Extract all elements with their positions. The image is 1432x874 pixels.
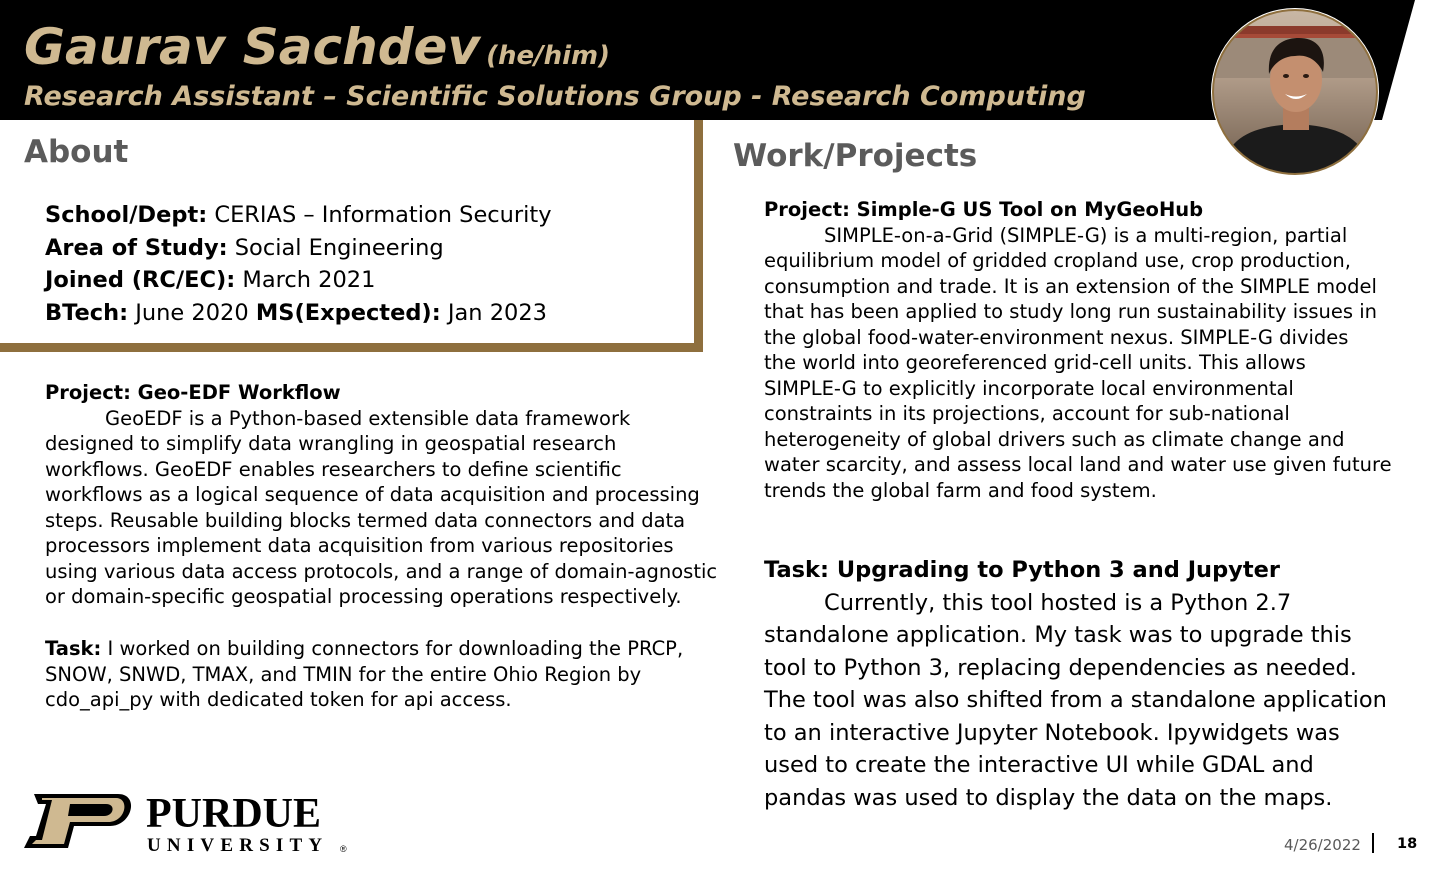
logo-registered-mark: ® bbox=[340, 844, 347, 854]
simple-g-title: Project: Simple-G US Tool on MyGeoHub bbox=[764, 198, 1204, 221]
slide-date: 4/26/2022 bbox=[1284, 836, 1361, 854]
about-value: June 2020 bbox=[128, 299, 256, 326]
simple-g-section bbox=[764, 197, 1404, 503]
simple-g-line: SIMPLE-on-a-Grid (SIMPLE-G) is a multi-region, partial bbox=[824, 223, 1348, 247]
simple-g-line: heterogeneity of global drivers such as climate change and bbox=[764, 427, 1345, 451]
work-projects-heading: Work/Projects bbox=[733, 138, 978, 174]
geo-edf-line: designed to simplify data wrangling in geospatial research bbox=[45, 432, 617, 455]
pronouns: (he/him) bbox=[486, 41, 610, 71]
python-task-line: Currently, this tool hosted is a Python 2.7 bbox=[824, 589, 1292, 616]
python-task-line: tool to Python 3, replacing dependencies as needed. bbox=[764, 654, 1357, 681]
simple-g-line: that has been applied to study long run sustainability issues in bbox=[764, 300, 1378, 323]
profile-photo bbox=[1211, 8, 1379, 176]
about-label: Area of Study: bbox=[45, 234, 228, 261]
python-task-line: The tool was also shifted from a standalone application bbox=[764, 687, 1387, 713]
about-value: CERIAS – Information Security bbox=[207, 202, 552, 228]
about-label: BTech: bbox=[45, 299, 129, 326]
purdue-logo bbox=[22, 790, 352, 854]
simple-g-line: constraints in its projections, account for sub-national bbox=[764, 402, 1290, 425]
about-line-joined bbox=[45, 264, 552, 297]
geo-edf-line: or domain-specific geospatial processing operations respectively. bbox=[45, 585, 682, 608]
python-task-line: standalone application. My task was to upgrade this bbox=[764, 622, 1352, 648]
geo-edf-section bbox=[45, 380, 718, 610]
logo-word: PURDUE bbox=[146, 791, 321, 837]
about-line-study bbox=[45, 232, 552, 265]
geo-edf-title: Project: Geo-EDF Workflow bbox=[45, 381, 341, 404]
simple-g-line: equilibrium model of gridded cropland use, crop production, bbox=[764, 249, 1351, 272]
geo-edf-line: steps. Reusable building blocks termed data connectors and data bbox=[45, 508, 686, 532]
about-value: Jan 2023 bbox=[440, 299, 547, 326]
page-number: 18 bbox=[1397, 836, 1418, 852]
geo-edf-line: using various data access protocols, and a range of domain-agnostic bbox=[45, 559, 718, 583]
geo-task-line: SNOW, SNWD, TMAX, and TMIN for the entire Ohio Region by bbox=[45, 662, 642, 686]
simple-g-line: the global food-water-environment nexus. SIMPLE-G divides bbox=[764, 325, 1349, 349]
footer-divider bbox=[1372, 833, 1374, 853]
about-heading: About bbox=[24, 134, 129, 170]
geo-task-line bbox=[45, 636, 705, 662]
presenter-name bbox=[24, 14, 610, 89]
python-task-line: to an interactive Jupyter Notebook. Ipywidgets was bbox=[764, 719, 1340, 746]
logo-sub: UNIVERSITY bbox=[147, 835, 329, 854]
geo-edf-line: workflows as a logical sequence of data acquisition and processing bbox=[45, 483, 700, 506]
geo-edf-line: processors implement data acquisition from various repositories bbox=[45, 534, 674, 557]
geo-edf-line: workflows. GeoEDF enables researchers to define scientific bbox=[45, 457, 622, 481]
simple-g-line: the world into georeferenced grid-cell units. This allows bbox=[764, 351, 1306, 374]
simple-g-line: trends the global farm and food system. bbox=[764, 478, 1157, 502]
simple-g-line: consumption and trade. It is an extension of the SIMPLE model bbox=[764, 274, 1377, 298]
about-value: Social Engineering bbox=[227, 234, 444, 261]
python-task-line: used to create the interactive UI while GDAL and bbox=[764, 752, 1314, 778]
about-label: Joined (RC/EC): bbox=[45, 267, 236, 293]
about-label: MS(Expected): bbox=[255, 299, 441, 326]
profile-photo-icon bbox=[1211, 8, 1379, 176]
purdue-p-mark-icon bbox=[24, 794, 131, 848]
role-subtitle: Research Assistant – Scientific Solutions Group - Research Computing bbox=[24, 81, 1086, 112]
geo-task-label: Task: bbox=[45, 637, 102, 660]
simple-g-line: water scarcity, and assess local land and water use given future bbox=[764, 453, 1392, 476]
geo-edf-line: GeoEDF is a Python-based extensible data framework bbox=[105, 406, 631, 430]
geo-task-line: cdo_api_py with dedicated token for api access. bbox=[45, 688, 512, 711]
about-details bbox=[45, 199, 552, 329]
simple-g-line: SIMPLE-G to explicitly incorporate local environmental bbox=[764, 376, 1294, 400]
python-task-title: Task: Upgrading to Python 3 and Jupyter bbox=[764, 557, 1280, 583]
geo-task-text: I worked on building connectors for downloading the PRCP, bbox=[101, 637, 684, 660]
geo-edf-task bbox=[45, 636, 705, 713]
about-value: March 2021 bbox=[235, 267, 376, 293]
python-task-line: pandas was used to display the data on the maps. bbox=[764, 784, 1333, 811]
python-upgrade-task bbox=[764, 554, 1414, 814]
about-label: School/Dept: bbox=[45, 202, 208, 228]
about-line-school bbox=[45, 199, 552, 232]
about-line-degrees bbox=[45, 297, 552, 330]
name-text: Gaurav Sachdev bbox=[24, 18, 481, 76]
